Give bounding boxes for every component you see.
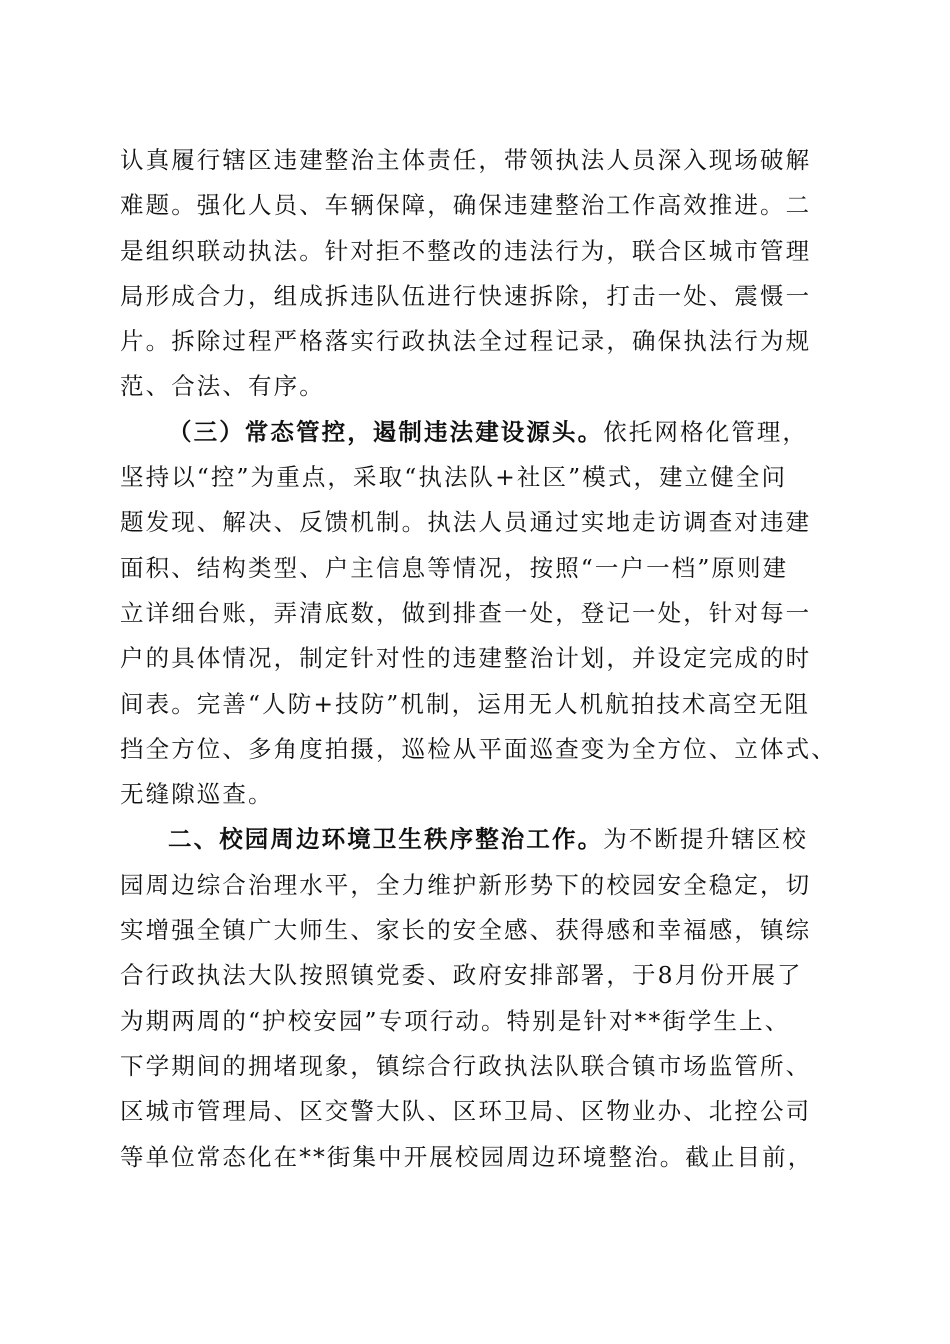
text-line (120, 546, 840, 591)
text-line (120, 863, 840, 908)
text-line (120, 1089, 840, 1134)
body-text-span: 间表。完善“人防+技防”机制，运用无人机航拍技术高空无阻 (120, 689, 811, 718)
body-text-span: 题发现、解决、反馈机制。执法人员通过实地走访调查对违建 (120, 508, 812, 537)
text-line (120, 772, 840, 817)
text-line (120, 953, 840, 998)
body-text-span: 立详细台账，弄清底数，做到排查一处，登记一处，针对每一 (120, 598, 812, 627)
text-line (120, 1044, 840, 1089)
text-line (120, 727, 840, 772)
body-text-span: 依托网格化管理， (603, 417, 809, 446)
text-line (120, 636, 840, 681)
text-line (120, 999, 840, 1044)
text-line (120, 817, 840, 862)
body-text-span: 是组织联动执法。针对拒不整改的违法行为，联合区城市管理 (120, 236, 812, 265)
body-text-span: 挡全方位、多角度拍摄，巡检从平面巡查变为全方位、立体式、 (120, 734, 837, 763)
text-line (120, 455, 840, 500)
text-line (120, 364, 840, 409)
text-line (120, 1135, 840, 1180)
body-text-span: 难题。强化人员、车辆保障，确保违建整治工作高效推进。二 (120, 191, 812, 220)
body-text-span: 下学期间的拥堵现象，镇综合行政执法队联合镇市场监管所、 (120, 1051, 812, 1080)
body-text-span: 园周边综合治理水平，全力维护新形势下的校园安全稳定，切 (120, 870, 812, 899)
body-text-span: 范、合法、有序。 (120, 372, 325, 401)
text-line (120, 138, 840, 183)
body-text-span: 等单位常态化在**街集中开展校园周边环境整治。截止目前， (120, 1142, 814, 1171)
body-text-span: 坚持以“控”为重点，采取“执法队+社区”模式，建立健全问 (120, 463, 788, 492)
text-line (120, 183, 840, 228)
body-text-span: 实增强全镇广大师生、家长的安全感、获得感和幸福感，镇综 (120, 916, 812, 945)
body-text-span: 认真履行辖区违建整治主体责任，带领执法人员深入现场破解 (120, 146, 812, 174)
body-text-span: 片。拆除过程严格落实行政执法全过程记录，确保执法行为规 (120, 327, 812, 356)
body-text-span: 合行政执法大队按照镇党委、政府安排部署，于8月份开展了 (120, 961, 803, 990)
body-text-span: 局形成合力，组成拆违队伍进行快速拆除，打击一处、震慑一 (120, 281, 812, 310)
body-text-span: 区城市管理局、区交警大队、区环卫局、区物业办、北控公司 (120, 1097, 812, 1126)
body-text-span: 面积、结构类型、户主信息等情况，按照“一户一档”原则建 (120, 553, 789, 582)
text-line (120, 591, 840, 636)
text-line (120, 229, 840, 274)
text-line (120, 410, 840, 455)
text-line (120, 908, 840, 953)
body-text-span: 户的具体情况，制定针对性的违建整治计划，并设定完成的时 (120, 644, 812, 673)
body-text (120, 138, 840, 1180)
heading-text: 二、校园周边环境卫生秩序整治工作。 (168, 825, 604, 854)
body-text-span: 无缝隙巡查。 (120, 780, 274, 809)
body-text-span: 为期两周的“护校安园”专项行动。特别是针对**街学生上、 (120, 1006, 791, 1035)
text-line (120, 500, 840, 545)
text-line (120, 682, 840, 727)
text-line (120, 319, 840, 364)
text-line (120, 274, 840, 319)
heading-text: （三）常态管控，遏制违法建设源头。 (168, 417, 604, 446)
body-text-span: 为不断提升辖区校 (603, 825, 809, 854)
